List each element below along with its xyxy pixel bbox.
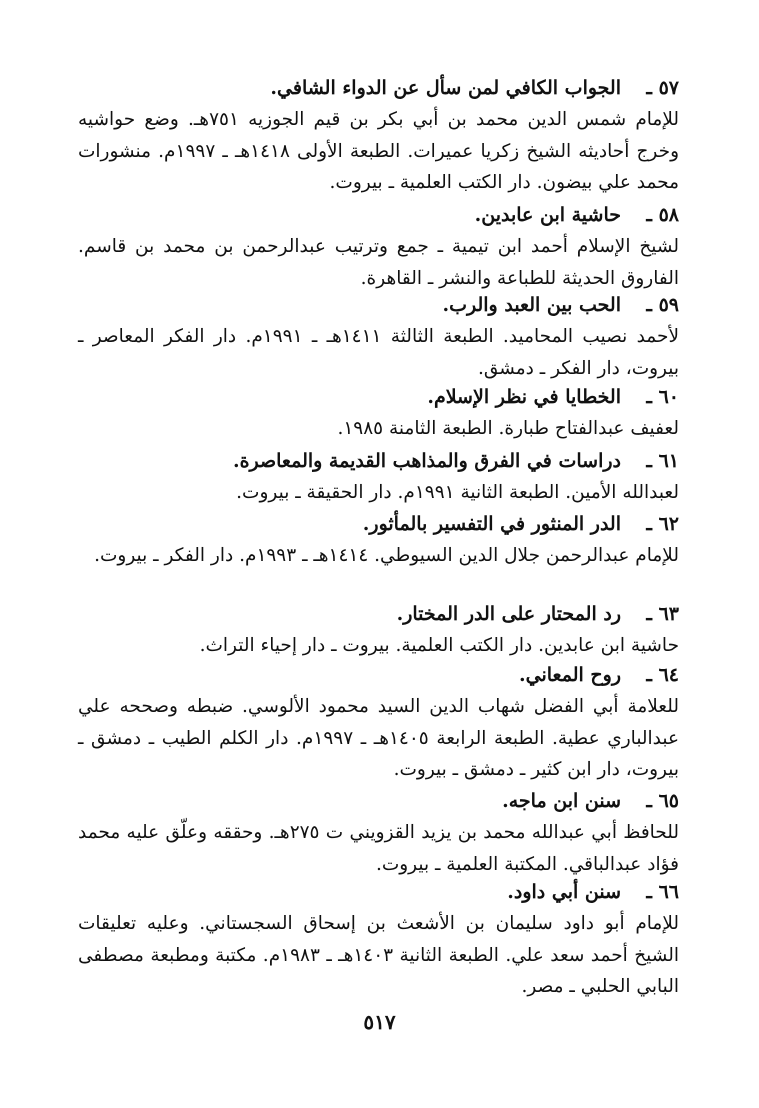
entry-title: دراسات في الفرق والمذاهب القديمة والمعاصرة. xyxy=(232,450,621,472)
entry-description: للعلامة أبي الفضل شهاب الدين السيد محمود الألوسي. ضبطه وصححه علي عبدالباري عطية. الطبعة الرابعة ١٤٠٥هـ ـ ١٩٩٧م. دار الكلم الطيب ـ دمشق ـ بيروت، دار ابن كثير ـ دمشق ـ بيروت. xyxy=(78,696,680,780)
entry-title-row xyxy=(78,785,679,817)
entry-title-row xyxy=(78,876,679,908)
entry-59 xyxy=(78,289,679,384)
entry-number: ٦٣ ـ xyxy=(646,603,679,625)
entry-title: الحب بين العبد والرب. xyxy=(442,294,621,316)
entry-title-row xyxy=(78,508,679,540)
entry-title-row xyxy=(78,72,679,104)
entry-number: ٥٩ ـ xyxy=(646,294,679,316)
entry-description: لشيخ الإسلام أحمد ابن تيمية ـ جمع وترتيب عبدالرحمن بن محمد بن قاسم. الفاروق الحديثة للطباعة والنشر ـ القاهرة. xyxy=(78,236,679,289)
entry-number: ٦٢ ـ xyxy=(646,513,679,535)
entry-number: ٦١ ـ xyxy=(646,450,679,472)
entry-title: سنن ابن ماجه. xyxy=(502,790,621,812)
entry-66 xyxy=(78,876,679,1003)
entry-description: للإمام أبو داود سليمان بن الأشعث بن إسحاق السجستاني. وعليه تعليقات الشيخ أحمد سعد علي. الطبعة الثانية ١٤٠٣هـ ـ ١٩٨٣م. مكتبة ومطبعة مصطفى البابي الحلبي ـ مصر. xyxy=(78,913,680,997)
entry-title-row xyxy=(78,199,679,231)
entry-title-row xyxy=(78,445,679,477)
entry-58 xyxy=(78,199,679,294)
entry-title: سنن أبي داود. xyxy=(507,881,621,903)
entry-description: للإمام شمس الدين محمد بن أبي بكر بن قيم الجوزيه ٧٥١هـ. وضع حواشيه وخرج أحاديثه الشيخ زكريا عميرات. الطبعة الأولى ١٤١٨هـ ـ ١٩٩٧م. منشورات محمد علي بيضون. دار الكتب العلمية ـ بيروت. xyxy=(78,109,680,193)
entry-number: ٦٥ ـ xyxy=(646,790,679,812)
entry-title: الجواب الكافي لمن سأل عن الدواء الشافي. xyxy=(270,77,621,99)
entry-64 xyxy=(78,659,679,786)
entry-61 xyxy=(78,445,679,509)
entry-number: ٦٠ ـ xyxy=(646,386,679,408)
entry-number: ٦٤ ـ xyxy=(646,664,679,686)
entry-description: حاشية ابن عابدين. دار الكتب العلمية. بيروت ـ دار إحياء التراث. xyxy=(199,635,679,656)
entry-60 xyxy=(78,381,679,445)
page-number: ٥١٧ xyxy=(363,1010,396,1034)
entry-description: لأحمد نصيب المحاميد. الطبعة الثالثة ١٤١١هـ ـ ١٩٩١م. دار الفكر المعاصر ـ بيروت، دار الفكر ـ دمشق. xyxy=(78,326,679,379)
entry-number: ٦٦ ـ xyxy=(646,881,679,903)
entry-title-row xyxy=(78,659,679,691)
entry-description: لعفيف عبدالفتاح طبارة. الطبعة الثامنة ١٩٨٥. xyxy=(337,418,679,439)
entry-title: حاشية ابن عابدين. xyxy=(474,204,621,226)
entry-title: روح المعاني. xyxy=(519,664,621,686)
entry-62 xyxy=(78,508,679,572)
entry-63 xyxy=(78,598,679,662)
entry-description: للإمام عبدالرحمن جلال الدين السيوطي. ١٤١٤هـ ـ ١٩٩٣م. دار الفكر ـ بيروت. xyxy=(94,545,679,566)
entry-title-row xyxy=(78,598,679,630)
entry-title: الخطايا في نظر الإسلام. xyxy=(427,386,621,408)
entry-description: لعبدالله الأمين. الطبعة الثانية ١٩٩١م. دار الحقيقة ـ بيروت. xyxy=(236,482,679,503)
entry-title: رد المحتار على الدر المختار. xyxy=(396,603,621,625)
entry-57 xyxy=(78,72,679,199)
entry-number: ٥٧ ـ xyxy=(646,77,679,99)
entry-title: الدر المنثور في التفسير بالمأثور. xyxy=(362,513,621,535)
entry-title-row xyxy=(78,289,679,321)
entry-65 xyxy=(78,785,679,880)
entry-number: ٥٨ ـ xyxy=(646,204,679,226)
entry-title-row xyxy=(78,381,679,413)
entry-description: للحافظ أبي عبدالله محمد بن يزيد القزويني ت ٢٧٥هـ. وحققه وعلّق عليه محمد فؤاد عبدالباقي. المكتبة العلمية ـ بيروت. xyxy=(78,822,679,875)
